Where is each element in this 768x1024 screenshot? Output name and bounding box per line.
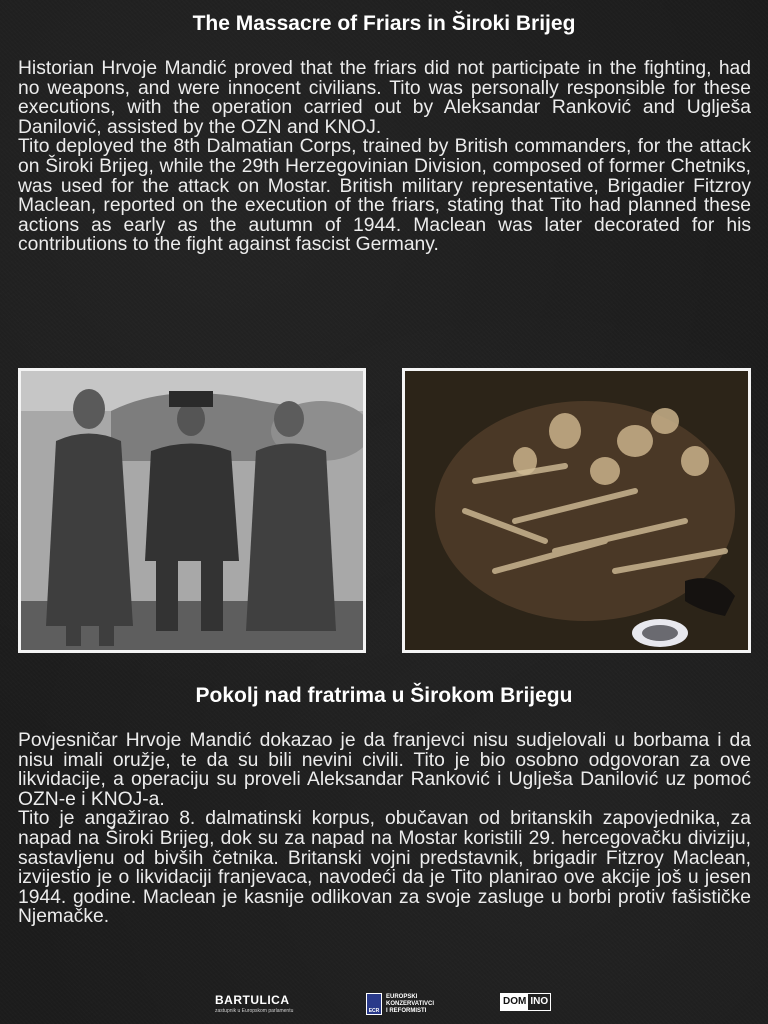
croatian-paragraph-1: Povjesničar Hrvoje Mandić dokazao je da franjevci nisu sudjelovali u borbama i da nisu imali oružje, te da su bili nevini civili. Tito je bio osobno odgovoran za ove likvidacije, a operaciju su proveli Aleksandar Ranković i Uglješa Danilović uz pomoć OZN-e i KNOJ-a. [18, 730, 751, 810]
english-body [18, 59, 751, 255]
photo-skeletal-remains [402, 368, 751, 653]
domino-logo [500, 993, 551, 1011]
bartulica-subtitle: zastupnik u Europskom parlamentu [215, 1008, 294, 1014]
croatian-body [18, 731, 751, 927]
ecr-line-2: KONZERVATIVCI [386, 1000, 435, 1007]
english-title: The Massacre of Friars in Široki Brijeg [192, 12, 576, 35]
ecr-logo [366, 993, 448, 1015]
croatian-paragraph-2: Tito je angažirao 8. dalmatinski korpus, obučavan od britanskih zapovjednika, za napad na Široki Brijeg, dok su za napad na Mostar koristili 29. hercegovačku diviziju, sastavljenu od bivših četnika. Britanski vojni predstavnik, brigadir Fitzroy Maclean, izvijestio je o likvidaciji franjevaca, navodeći da je Tito planirao ove akcije još u jesen 1944. godine. Maclean je kasnije odlikovan za svoje zasluge u borbi protiv fašističke Njemačke. [18, 808, 751, 928]
photo-skeletal-remains-drawing [405, 371, 748, 650]
bartulica-name: BARTULICA [215, 993, 290, 1007]
bartulica-logo [215, 993, 293, 1014]
english-paragraph-1: Historian Hrvoje Mandić proved that the friars did not participate in the fighting, had no weapons, and were innocent civilians. Tito was personally responsible for these executions, with the operation carried out by Aleksandar Ranković and Uglješa Danilović, assisted by the OZN and KNOJ. [18, 58, 751, 138]
photo-three-officers-drawing [21, 371, 363, 650]
croatian-title: Pokolj nad fratrima u Širokom Brijegu [195, 684, 573, 707]
domino-part-2: INO [530, 996, 549, 1007]
ecr-line-1: EUROPSKI [386, 993, 418, 1000]
domino-part-1: DOM [501, 994, 528, 1010]
photo-three-officers [18, 368, 366, 653]
ecr-text [386, 994, 448, 1015]
ecr-badge: ECR [366, 993, 382, 1015]
ecr-line-3: I REFORMISTI [386, 1007, 427, 1014]
english-paragraph-2: Tito deployed the 8th Dalmatian Corps, trained by British commanders, for the attack on Široki Brijeg, while the 29th Herzegovinian Division, composed of former Chetniks, was used for the attack on Mostar. British military representative, Brigadier Fitzroy Maclean, reported on the execution of the friars, stating that Tito had planned these actions as early as the autumn of 1944. Maclean was later decorated for his contributions to the fight against fascist Germany. [18, 136, 751, 256]
